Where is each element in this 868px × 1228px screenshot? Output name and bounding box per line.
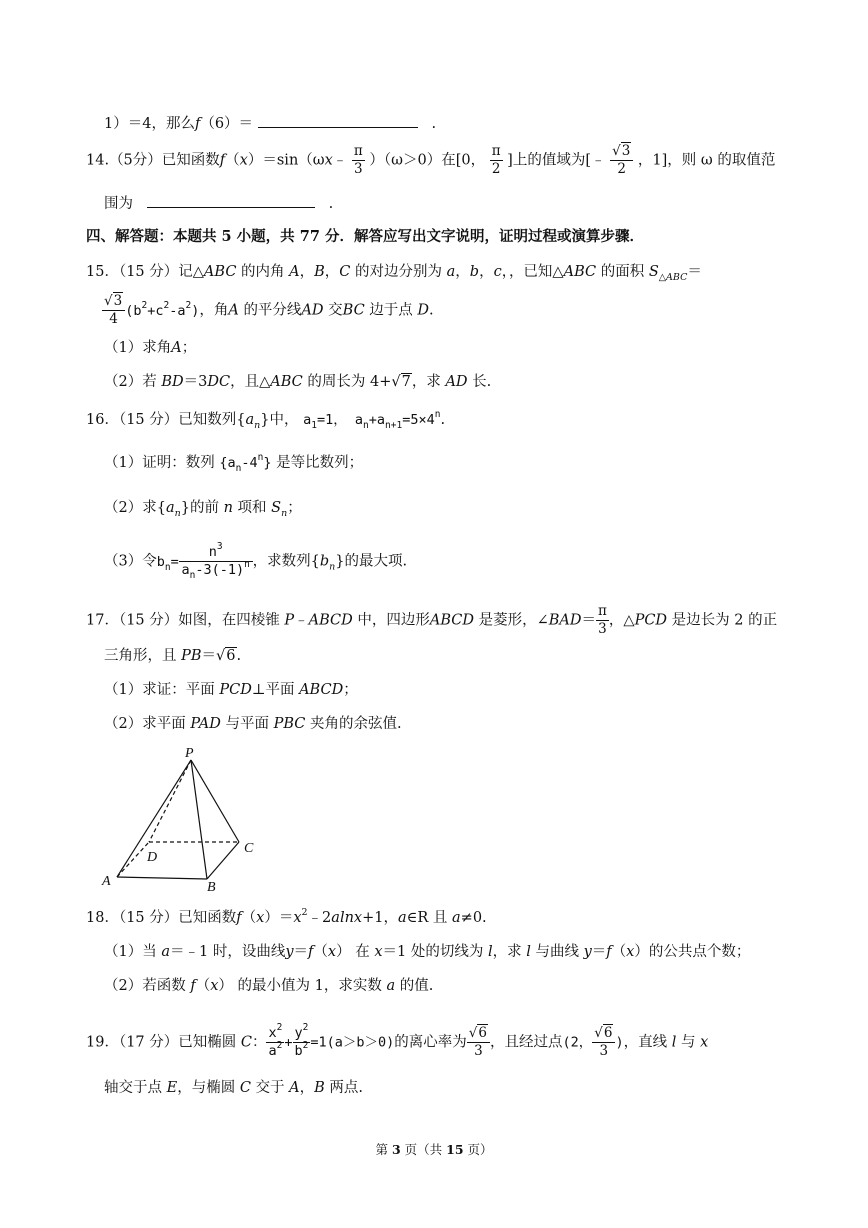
q19-line2: 轴交于点 E，与椭圆 C 交于 A，B 两点. xyxy=(104,1080,363,1096)
q17-line1: 17．（15 分）如图，在四棱锥 P﹣ABCD 中，四边形ABCD 是菱形，∠BAD＝ $\frac{\pi}{3}$ ，△PCD 是边长为 2 的正 xyxy=(86,603,778,637)
fraction-pi-3-q17: $\frac{\pi}{3}$ xyxy=(598,603,607,637)
fraction-sqrt6-3-b: $\frac{√6}{3}$ xyxy=(592,1025,615,1060)
vertex-b: B xyxy=(207,880,216,894)
pyramid-figure xyxy=(100,742,270,894)
q13-tail: 1）＝4，那么f（6）＝ . xyxy=(104,113,436,134)
q14-line2: 围为 . xyxy=(104,193,333,214)
fraction-y2-b2: $\frac{y^2}{b^2}$ xyxy=(294,1022,309,1059)
q16-part2: （2）求$\{a_n\}$的前 n 项和 $S_n$； xyxy=(104,500,302,519)
q16-part1: （1）证明：数列 $\{a_n-4^n\}$ 是等比数列； xyxy=(104,452,364,474)
q17-part2: （2）求平面 PAD 与平面 PBC 夹角的余弦值. xyxy=(104,716,402,732)
vertex-d: D xyxy=(147,850,158,865)
q17-line2: 三角形，且 PB＝√6. xyxy=(104,648,242,664)
q18-part1: （1）当 a＝﹣1 时，设曲线y＝f（x） 在 x＝1 处的切线为 l，求 l 与曲线 y＝f（x）的公共点个数； xyxy=(104,944,751,960)
fraction-pi-2: $\frac{\pi}{2}$ xyxy=(491,143,501,177)
section-header: 四、解答题：本题共 5 小题，共 77 分．解答应写出文字说明，证明过程或演算步骤． xyxy=(86,228,644,245)
fraction-sqrt6-3: $\frac{√6}{3}$ xyxy=(467,1025,490,1060)
vertex-p: P xyxy=(185,746,194,761)
q15-part2: （2）若 BD＝3DC，且△ABC 的周长为 4+√7，求 AD 长. xyxy=(104,374,492,390)
vertex-c: C xyxy=(244,841,254,856)
answer-blank-14[interactable] xyxy=(147,193,315,208)
fraction-bn: $\frac{n^3}{a_n-3(-1)^n}$ xyxy=(179,544,253,579)
fraction-sqrt3-2: $\frac{√3}{2}$ xyxy=(610,143,633,178)
fraction-sqrt3-4: $\frac{√3}{4}$ xyxy=(102,293,125,328)
page-footer: 第 3 页（共 15 页） xyxy=(375,1142,493,1157)
q15-line2: $\frac{√3}{4}$ $(b^2+c^2-a^2)$，角A 的平分线AD 交BC 边于点 D. xyxy=(104,293,434,327)
answer-blank-13[interactable] xyxy=(258,113,418,128)
q15-line1: 15．（15 分）记△ABC 的内角 A，B，C 的对边分别为 a，b，c，，已知△ABC 的面积 $S_{\triangle ABC}=$ xyxy=(86,264,702,283)
q16-line1: 16．（15 分）已知数列$\{a_n\}$中， $a_1=1$， $a_n+a_{n+1}=5\times 4^n$. xyxy=(86,409,446,431)
q16-part3: （3）令$b_n=$ $\frac{n^3}{a_n-3(-1)^n}$ ，求数列$\{b_n\}$的最大项. xyxy=(104,541,408,581)
vertex-a: A xyxy=(102,874,111,889)
q18-part2: （2）若函数 f（x） 的最小值为 1，求实数 a 的值. xyxy=(104,978,434,994)
q18-line1: 18．（15 分）已知函数$f(x)=x^2﹣2alnx+1$，a∈R 且 a≠0. xyxy=(86,907,487,926)
fraction-pi-3: $\frac{\pi}{3}$ xyxy=(353,143,363,177)
fraction-x2-a2: $\frac{x^2}{a^2}$ xyxy=(268,1022,283,1059)
q14-line1: 14.（5分）已知函数f（x）＝sin（ωx﹣ $\frac{\pi}{3}$ ）（ω＞0）在[0， $\frac{\pi}{2}$ ]上的值域为[﹣ $\frac{√3}{2}$ ，1]，则 ω 的取值范 xyxy=(86,143,776,177)
q15-part1: （1）求角A； xyxy=(104,340,197,356)
q17-part1: （1）求证：平面 PCD⊥平面 ABCD； xyxy=(104,682,358,698)
q19-line1: 19．（17 分）已知椭圆 C： $\frac{x^2}{a^2}$ + $\frac{y^2}{b^2}$ =1(a＞b＞0)的离心率为 $\frac{√6}{3}$ ，且经过点(2， $\frac{√6}{3}$ )，直线 l 与 x xyxy=(86,1022,709,1059)
